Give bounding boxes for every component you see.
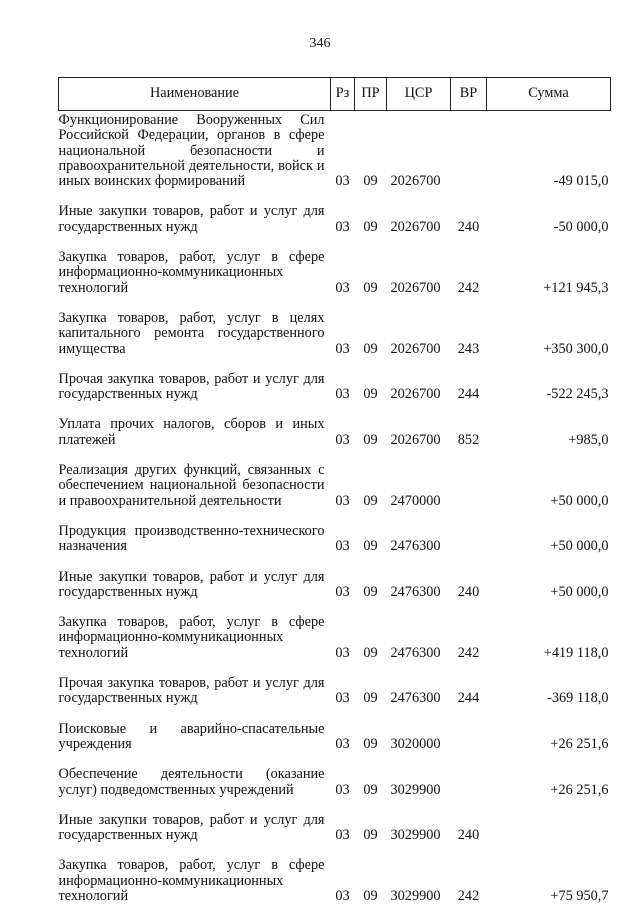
row-name: Закупка товаров, работ, услуг в сфере информационно-коммуникационных технологий — [58, 614, 325, 661]
row-name: Обеспечение деятельности (оказание услуг) подведомственных учреждений — [58, 766, 325, 798]
row-pr: 09 — [363, 644, 378, 661]
row-sum: -50 000,0 — [553, 218, 609, 235]
row-sum: +985,0 — [568, 431, 609, 448]
row-name: Прочая закупка товаров, работ и услуг для государственных нужд — [58, 675, 325, 707]
row-vr — [451, 760, 487, 806]
row-vr — [451, 715, 487, 761]
row-vr: 242 — [457, 887, 480, 904]
row-sum: +121 945,3 — [543, 279, 609, 296]
row-name: Реализация других функций, связанных с обеспечением национальной безопасности и правоохранительной деятельности — [58, 462, 325, 509]
row-name: Закупка товаров, работ, услуг в целях капитального ремонта государственного имущества — [58, 309, 325, 357]
row-name: Иные закупки товаров, работ и услуг для государственных нужд — [58, 203, 325, 235]
table-row — [59, 365, 611, 411]
row-pr: 09 — [363, 887, 378, 904]
row-csr: 2026700 — [390, 279, 441, 296]
table-row — [59, 243, 611, 304]
table-row — [59, 851, 611, 912]
row-pr: 09 — [363, 690, 378, 707]
row-name: Функционирование Вооруженных Сил Российской Федерации, органов в сфере национальной безопасности и правоохранительной деятельности, войск и иных воинских формирований — [58, 112, 325, 190]
row-csr: 2026700 — [390, 218, 441, 235]
row-vr: 244 — [457, 690, 480, 707]
row-rz: 03 — [335, 340, 350, 357]
row-name: Иные закупки товаров, работ и услуг для государственных нужд — [58, 811, 325, 844]
table-row — [59, 111, 611, 198]
row-csr: 2476300 — [390, 583, 441, 600]
row-csr: 2476300 — [390, 538, 441, 555]
header-name: Наименование — [59, 78, 331, 111]
row-vr — [451, 456, 487, 517]
table-row — [59, 563, 611, 609]
budget-table — [58, 77, 611, 912]
row-rz: 03 — [335, 386, 350, 403]
table-row — [59, 669, 611, 715]
row-vr: 240 — [457, 218, 480, 235]
table-row — [59, 456, 611, 517]
table-row — [59, 608, 611, 669]
row-pr: 09 — [363, 279, 378, 296]
row-rz: 03 — [335, 887, 350, 904]
row-pr: 09 — [363, 827, 378, 844]
row-csr: 2476300 — [390, 644, 441, 661]
header-vr: ВР — [451, 78, 487, 111]
row-csr: 3020000 — [390, 735, 441, 752]
row-csr: 2470000 — [390, 492, 441, 509]
row-csr: 2026700 — [390, 431, 441, 448]
row-name: Прочая закупка товаров, работ и услуг для государственных нужд — [58, 370, 325, 403]
table-row — [59, 197, 611, 243]
table-row — [59, 715, 611, 761]
row-sum: -49 015,0 — [553, 173, 609, 190]
row-vr: 240 — [457, 827, 480, 844]
row-csr: 3029900 — [390, 887, 441, 904]
row-sum: +50 000,0 — [550, 492, 609, 509]
row-sum: -522 245,3 — [546, 386, 609, 403]
row-rz: 03 — [335, 583, 350, 600]
row-pr: 09 — [363, 340, 378, 357]
row-sum: +50 000,0 — [550, 538, 609, 555]
table-row — [59, 517, 611, 563]
header-rz: Рз — [331, 78, 355, 111]
row-vr: 240 — [457, 583, 480, 600]
row-name: Закупка товаров, работ, услуг в сфере информационно-коммуникационных технологий — [58, 249, 325, 296]
row-rz: 03 — [335, 781, 350, 798]
row-name: Поисковые и аварийно-спасательные учреждения — [58, 720, 325, 752]
row-sum: +75 950,7 — [550, 887, 609, 904]
header-pr: ПР — [355, 78, 387, 111]
row-pr: 09 — [363, 173, 378, 190]
table-row — [59, 410, 611, 456]
row-rz: 03 — [335, 827, 350, 844]
row-rz: 03 — [335, 492, 350, 509]
row-name: Иные закупки товаров, работ и услуг для государственных нужд — [58, 568, 325, 600]
row-sum: +26 251,6 — [550, 781, 609, 798]
row-sum: +350 300,0 — [543, 340, 609, 357]
row-vr: 242 — [457, 644, 480, 661]
row-pr: 09 — [363, 735, 378, 752]
row-name: Продукция производственно-технического назначения — [58, 522, 325, 555]
row-sum: +26 251,6 — [550, 735, 609, 752]
header-csr: ЦСР — [387, 78, 451, 111]
row-name: Закупка товаров, работ, услуг в сфере информационно-коммуникационных технологий — [58, 857, 325, 904]
table-header-row — [59, 78, 611, 111]
row-rz: 03 — [335, 279, 350, 296]
row-sum: -369 118,0 — [547, 690, 609, 707]
row-rz: 03 — [335, 538, 350, 555]
row-vr — [451, 111, 487, 198]
row-sum: +419 118,0 — [543, 644, 609, 661]
table-row — [59, 806, 611, 852]
row-csr: 3029900 — [390, 827, 441, 844]
row-pr: 09 — [363, 218, 378, 235]
row-name: Уплата прочих налогов, сборов и иных платежей — [58, 416, 325, 448]
row-pr: 09 — [363, 492, 378, 509]
row-csr: 3029900 — [390, 781, 441, 798]
row-vr: 242 — [457, 279, 480, 296]
row-csr: 2026700 — [390, 386, 441, 403]
row-pr: 09 — [363, 386, 378, 403]
row-sum — [487, 806, 611, 852]
row-vr: 243 — [457, 340, 480, 357]
row-vr: 852 — [457, 431, 480, 448]
row-csr: 2026700 — [390, 173, 441, 190]
row-csr: 2476300 — [390, 690, 441, 707]
row-rz: 03 — [335, 644, 350, 661]
row-vr: 244 — [457, 386, 480, 403]
row-rz: 03 — [335, 735, 350, 752]
row-pr: 09 — [363, 538, 378, 555]
row-pr: 09 — [363, 431, 378, 448]
row-pr: 09 — [363, 583, 378, 600]
row-sum: +50 000,0 — [550, 583, 609, 600]
header-sum: Сумма — [487, 78, 611, 111]
row-rz: 03 — [335, 431, 350, 448]
row-rz: 03 — [335, 173, 350, 190]
table-row — [59, 760, 611, 806]
table-row — [59, 304, 611, 365]
page-number: 346 — [309, 36, 331, 51]
row-rz: 03 — [335, 218, 350, 235]
row-vr — [451, 517, 487, 563]
row-csr: 2026700 — [390, 340, 441, 357]
row-rz: 03 — [335, 690, 350, 707]
row-pr: 09 — [363, 781, 378, 798]
